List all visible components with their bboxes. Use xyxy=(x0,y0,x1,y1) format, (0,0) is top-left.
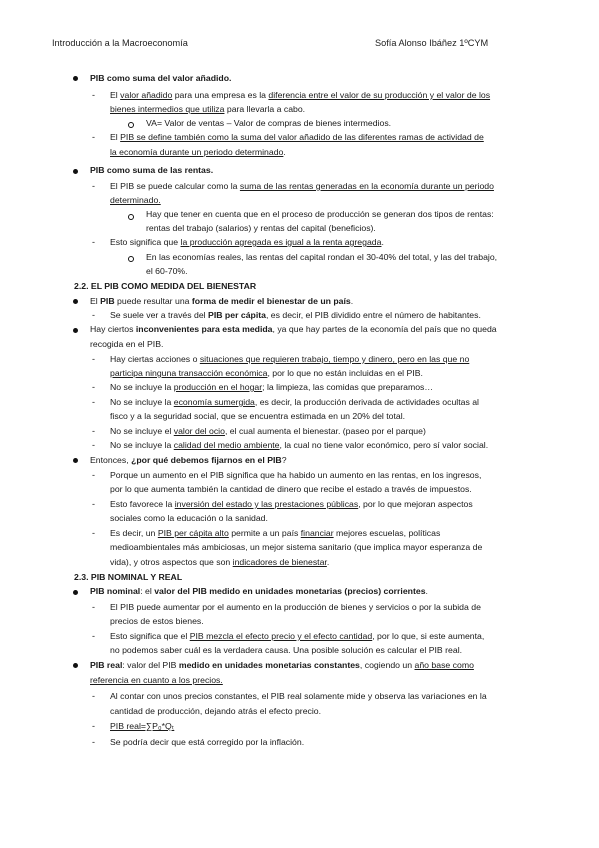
text-line: No se incluye el valor del ocio, el cual aumenta el bienestar. (paseo por el parque) xyxy=(110,426,426,436)
course-title: Introducción a la Macroeconomía xyxy=(52,38,188,48)
text-line: recogida en el PIB. xyxy=(90,339,164,349)
text-line: Esto favorece la inversión del estado y las prestaciones públicas, por lo que mejoran aspectos xyxy=(110,499,473,509)
dash-icon: - xyxy=(92,631,95,641)
text-line: vida), y otros aspectos que son indicadores de bienestar. xyxy=(110,557,330,567)
text-line: determinado. xyxy=(110,195,161,205)
text-line: Es decir, un PIB per cápita alto permite a un país financiar mejores escuelas, políticas xyxy=(110,528,441,538)
text-line: referencia en cuanto a los precios. xyxy=(90,675,223,685)
text-line: Hay ciertos inconvenientes para esta medida, ya que hay partes de la economía del país que no queda xyxy=(90,324,497,334)
formula-va: VA= Valor de ventas – Valor de compras de bienes intermedios. xyxy=(146,118,392,128)
text-line: El PIB puede resultar una forma de medir el bienestar de un país. xyxy=(90,296,354,306)
text-line: cantidad de producción, dejando atrás el efecto precio. xyxy=(110,706,322,716)
text-line: El PIB se puede calcular como la suma de las rentas generadas en la economía durante un periodo xyxy=(110,181,494,191)
text-line: PIB real: valor del PIB medido en unidades monetarias constantes, cogiendo un año base como xyxy=(90,660,474,670)
text-line: No se incluye la calidad del medio ambiente, la cual no tiene valor económico, pero sí valor social. xyxy=(110,440,489,450)
text-line: El valor añadido para una empresa es la diferencia entre el valor de su producción y el valor de los xyxy=(110,90,491,100)
text-line: Esto significa que la producción agregada es igual a la renta agregada. xyxy=(110,237,384,247)
dash-icon: - xyxy=(92,440,95,450)
author-name: Sofía Alonso Ibáñez 1ºCYM xyxy=(375,38,489,48)
text-line: por lo que aumenta también la cantidad de dinero que recibe el estado a través de impuestos. xyxy=(110,484,472,494)
dash-icon: - xyxy=(92,90,95,100)
text-line: fisco y a la seguridad social, que se encuentra estimada en un 20% del total. xyxy=(110,411,406,421)
text-line: el 60-70%. xyxy=(146,266,188,276)
text-line: participa ninguna transacción económica, por lo que no están incluidas en el PIB. xyxy=(110,368,423,378)
dash-icon: - xyxy=(92,499,95,509)
dash-icon: - xyxy=(92,397,95,407)
text-line: No se incluye la economía sumergida, es decir, la producción derivada de actividades ocultas al xyxy=(110,397,479,407)
text-line: rentas del trabajo (salarios) y rentas del capital (beneficios). xyxy=(146,223,376,233)
text-line: precios de estos bienes. xyxy=(110,616,204,626)
text-line: Porque un aumento en el PIB significa que ha habido un aumento en las rentas, en los ingresos, xyxy=(110,470,482,480)
text-line: medioambientales más ambiciosas, un mejor sistema sanitario (que implica mayor esperanza de xyxy=(110,542,483,552)
dash-icon: - xyxy=(92,528,95,538)
dash-icon: - xyxy=(92,132,95,142)
text-line: Se suele ver a través del PIB per cápita, es decir, el PIB dividido entre el número de habitantes. xyxy=(110,310,481,320)
text-line: Se podría decir que está corregido por la inflación. xyxy=(110,737,305,747)
text-line: sociales como la educación o la sanidad. xyxy=(110,513,268,523)
section-heading-2-3: 2.3. PIB NOMINAL Y REAL xyxy=(74,572,183,582)
bullet-icon xyxy=(73,169,78,174)
text-line: Esto significa que el PIB mezcla el efecto precio y el efecto cantidad, por lo que, si este aumenta, xyxy=(110,631,485,641)
page-header xyxy=(52,38,547,50)
text-line: El PIB se define también como la suma del valor añadido de las diferentes ramas de actividad de xyxy=(110,132,484,142)
text-line: Entonces, ¿por qué debemos fijarnos en el PIB? xyxy=(90,455,287,465)
bullet-icon xyxy=(73,458,78,463)
text-line: No se incluye la producción en el hogar; la limpieza, las comidas que preparamos… xyxy=(110,382,434,392)
section-heading-2-2: 2.2. EL PIB COMO MEDIDA DEL BIENESTAR xyxy=(74,281,257,291)
dash-icon: - xyxy=(92,737,95,747)
text-line: no podemos saber cuál es la verdadera causa. Una posible solución es calcular el PIB real. xyxy=(110,645,463,655)
bullet-icon xyxy=(73,299,78,304)
text-line: Al contar con unos precios constantes, el PIB real solamente mide y observa las variaciones en la xyxy=(110,691,487,701)
dash-icon: - xyxy=(92,354,95,364)
circle-bullet-icon xyxy=(128,256,134,262)
heading-pib-valor-anadido: PIB como suma del valor añadido. xyxy=(90,73,232,83)
bullet-icon xyxy=(73,328,78,333)
dash-icon: - xyxy=(92,470,95,480)
dash-icon: - xyxy=(92,237,95,247)
dash-icon: - xyxy=(92,721,95,731)
dash-icon: - xyxy=(92,382,95,392)
bullet-icon xyxy=(73,663,78,668)
circle-bullet-icon xyxy=(128,122,134,128)
text-line: En las economías reales, las rentas del capital rondan el 30-40% del total, y las del trabajo, xyxy=(146,252,498,262)
bullet-icon xyxy=(73,590,78,595)
bullet-icon xyxy=(73,76,78,81)
heading-pib-rentas: PIB como suma de las rentas. xyxy=(90,165,214,175)
dash-icon: - xyxy=(92,181,95,191)
text-line: PIB nominal: el valor del PIB medido en unidades monetarias (precios) corrientes. xyxy=(90,586,428,596)
dash-icon: - xyxy=(92,602,95,612)
text-line: Hay que tener en cuenta que en el proceso de producción se generan dos tipos de rentas: xyxy=(146,209,494,219)
text-line: bienes intermedios que utiliza para llevarla a cabo. xyxy=(110,104,306,114)
dash-icon: - xyxy=(92,691,95,701)
text-line: la economía durante un periodo determinado. xyxy=(110,147,286,157)
formula-pib-real: PIB real=∑P₀*Qₜ xyxy=(110,721,175,731)
text-line: Hay ciertas acciones o situaciones que requieren trabajo, tiempo y dinero, pero en las que no xyxy=(110,354,470,364)
dash-icon: - xyxy=(92,310,95,320)
text-line: El PIB puede aumentar por el aumento en la producción de bienes y servicios o por la subida de xyxy=(110,602,481,612)
dash-icon: - xyxy=(92,426,95,436)
circle-bullet-icon xyxy=(128,214,134,220)
